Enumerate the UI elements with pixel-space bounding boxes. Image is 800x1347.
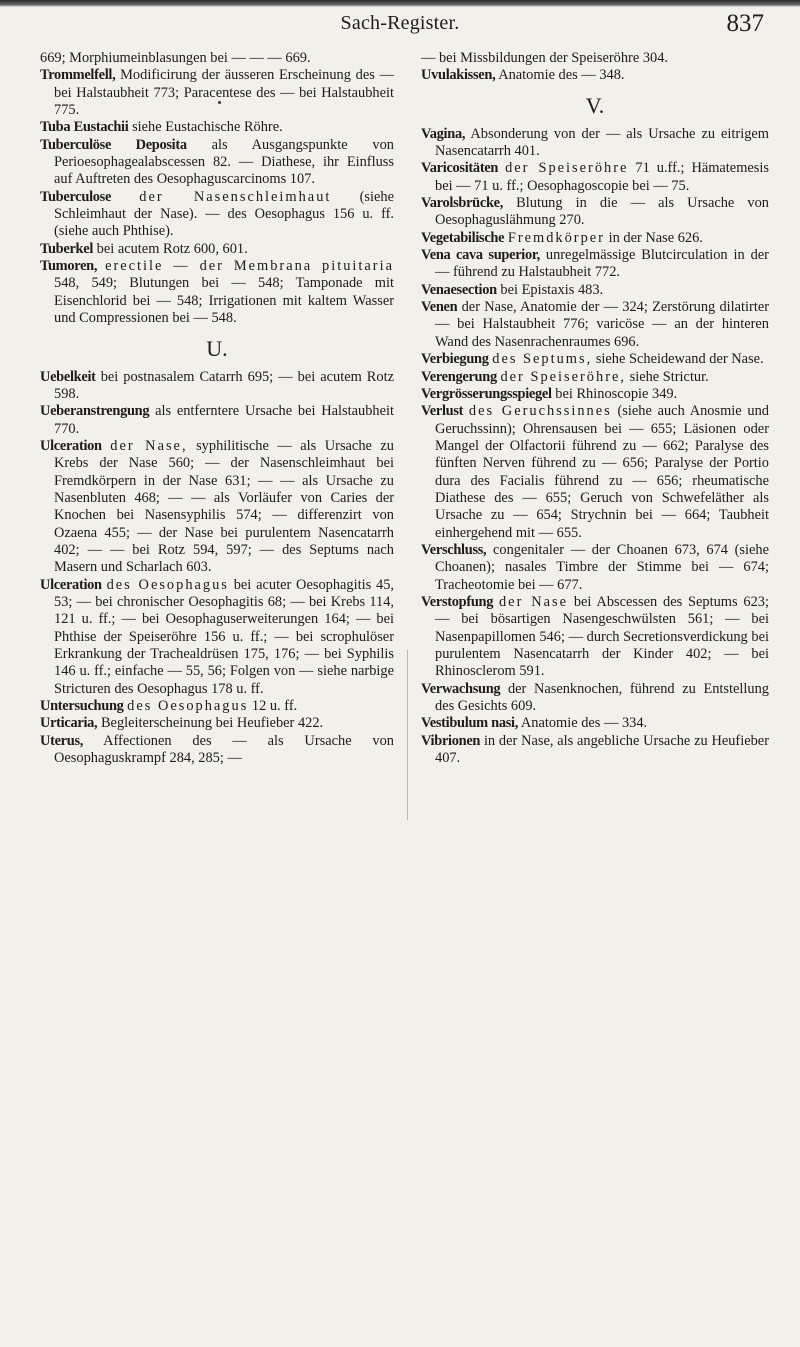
- entry-text: als entferntere Ursache bei Halstaubheit 770.: [54, 403, 394, 437]
- entry-headword: Verstopfung: [421, 593, 494, 610]
- entry-spaced-subhead: der Nase,: [110, 437, 188, 454]
- entry-headword: Verschluss,: [421, 541, 487, 558]
- page-number: 837: [726, 10, 764, 37]
- entry-text: Anatomie des — 348.: [498, 67, 625, 84]
- entry-text: unregelmässige Blutcirculation in der — führend zu Halstaubheit 772.: [435, 247, 769, 281]
- entry-headword: Vergrösserungsspiegel: [421, 385, 552, 402]
- entry-headword: Uvulakissen,: [421, 67, 496, 84]
- entry-headword: Verlust: [421, 403, 464, 420]
- entry-headword: Tumoren,: [40, 258, 98, 275]
- page-header: [0, 4, 800, 40]
- index-entry: [421, 247, 769, 282]
- index-entry: [40, 403, 394, 438]
- entry-text: (siehe auch Anosmie und Geruchssinn); Ohrensausen bei — 655; Läsionen oder Mangel der Olfactorii führend zu — 662; Paralyse des fünften Nerven führend zu — 656; Paralyse der Portio dura des Facialis führend zu — 656; rheumatische Diathese des — 655; Geruch von Schwefeläther als Ursache zu — 654; Strychnin bei — 664; Taubheit einhergehend mit — 655.: [435, 403, 769, 541]
- entry-headword: Uterus,: [40, 732, 84, 749]
- index-entry: [421, 594, 769, 681]
- entry-text: Modificirung der äusseren Erscheinung des — bei Halstaubheit 773; Paracentese des — bei Halstaubheit 775.: [54, 67, 394, 119]
- entry-spaced-subhead: des Septums,: [492, 351, 593, 368]
- entry-text: siehe Strictur.: [629, 368, 709, 385]
- entry-text: Anatomie des — 334.: [520, 715, 648, 732]
- index-entry: [421, 351, 769, 368]
- entry-spaced-subhead: der Speiseröhre: [505, 160, 629, 177]
- index-entry: [421, 386, 769, 403]
- entry-text: Blutung in die — als Ursache von Oesophaguslähmung 270.: [435, 195, 769, 229]
- entry-headword: Varicositäten: [421, 160, 499, 177]
- index-entry: [40, 438, 394, 577]
- entry-headword: Uebelkeit: [40, 368, 96, 385]
- index-entry: [421, 195, 769, 230]
- entry-text: congenitaler — der Choanen 673, 674 (siehe Choanen); nasales Timbre der Stimme bei — 674; Tracheotomie bei — 677.: [435, 541, 769, 593]
- entry-text: Begleiterscheinung bei Heufieber 422.: [100, 715, 324, 732]
- entry-text: syphilitische — als Ursache zu Krebs der Nase 560; — der Nasenschleimhaut bei Fremdkörpern in der Nase 631; — — als Ursache zu Nasenbluten 468; — — als Vorläufer von Caries der Knochen bei Nasensyphilis 574; — differenzirt von Ozaena 455; — der Nase bei purulentem Nasencatarrh 402; — — bei Rotz 594, 597; — des Septums nach Masern und Scharlach 603.: [54, 437, 394, 576]
- index-entry: [40, 715, 394, 732]
- entry-headword: Urticaria,: [40, 715, 98, 732]
- entry-headword: Venen: [421, 299, 458, 316]
- entry-headword: Tuberculose: [40, 188, 112, 205]
- entry-headword: Tuba Eustachii: [40, 119, 129, 136]
- entry-spaced-subhead: des Oesophagus: [127, 698, 249, 715]
- entry-headword: Ulceration: [40, 576, 102, 593]
- index-entry: [421, 126, 769, 161]
- entry-headword: Venaesection: [421, 281, 497, 298]
- entry-text: der Nasenknochen, führend zu Entstellung des Gesichts 609.: [435, 680, 769, 715]
- entry-headword: Untersuchung: [40, 698, 124, 715]
- index-entry: [421, 299, 769, 351]
- entry-text: 548, 549; Blutungen bei — 548; Tamponade mit Eisenchlorid bei — 548; Irrigationen mit kaltem Wasser und Compressionen bei — 548.: [54, 275, 394, 327]
- entry-text: 12 u. ff.: [251, 698, 298, 715]
- entry-text: bei Epistaxis 483.: [500, 281, 604, 298]
- entry-text: bei Abscessen des Septums 623; — bei bösartigen Nasengeschwülsten 561; — bei Nasenpapillomen 546; — durch Secretionsverdickung bei purulentem Nasencatarrh der Kinder 402; — bei Rhinosclerom 591.: [435, 593, 770, 680]
- index-entry: [40, 137, 394, 189]
- index-entry: [421, 50, 769, 67]
- entry-headword: Verengerung: [421, 368, 497, 385]
- entry-text: bei acuter Oesophagitis 45, 53; — bei chronischer Oesophagitis 68; — bei Krebs 114, 121 u. ff.; — bei Oesophaguserweiterungen 164; — bei Phthise der Speiseröhre 156 u. ff.; — bei scrophulöser Erkrankung der Trachealdrüsen 175, 176; — bei Syphilis 146 u. ff.; einfache — 55, 56; Folgen von — siehe narbige Stricturen des Oesophagus 178 u. ff.: [54, 576, 394, 697]
- index-entry: [421, 733, 769, 768]
- index-entry: [40, 698, 394, 715]
- section-letter: V.: [585, 92, 605, 118]
- index-entry: [40, 50, 394, 67]
- entry-text: siehe Eustachische Röhre.: [132, 119, 283, 136]
- entry-text: (siehe Schleimhaut der Nase). — des Oesophagus 156 u. ff. (siehe auch Phthise).: [54, 188, 394, 240]
- entry-headword: Tuberkel: [40, 240, 94, 257]
- entry-headword: Ueberanstrengung: [40, 403, 150, 420]
- entry-text: bei postnasalem Catarrh 695; — bei acutem Rotz 598.: [54, 368, 394, 402]
- index-entry: [421, 230, 769, 247]
- index-entry: [421, 403, 769, 542]
- entry-headword: Vegetabilische: [421, 229, 505, 246]
- entry-headword: Tuberculöse Deposita: [40, 136, 187, 153]
- entry-headword: Vena cava superior,: [421, 247, 540, 264]
- entry-spaced-subhead: der Nase: [498, 593, 568, 610]
- entry-spaced-subhead: der Nasenschleimhaut: [139, 188, 332, 205]
- index-entry: [40, 369, 394, 404]
- entry-spaced-subhead: des Oesophagus: [106, 576, 229, 593]
- entry-text: 669; Morphiumeinblasungen bei — — — 669.: [40, 50, 311, 66]
- entry-headword: Vibrionen: [421, 732, 481, 749]
- entry-headword: Vestibulum nasi,: [421, 715, 519, 732]
- index-entry: [40, 258, 394, 327]
- entry-text: bei Rhinoscopie 349.: [555, 385, 678, 402]
- entry-spaced-subhead: erectile — der Membrana pituitaria: [105, 258, 394, 275]
- entry-text: bei acutem Rotz 600, 601.: [96, 240, 248, 257]
- index-entry: [40, 577, 394, 698]
- entry-headword: Trommelfell,: [40, 67, 116, 84]
- index-entry: [421, 542, 769, 594]
- entry-spaced-subhead: Fremdkörper: [507, 229, 605, 246]
- index-entry: [40, 733, 394, 768]
- index-column-right: [421, 50, 769, 767]
- index-column-left: [40, 50, 394, 767]
- index-entry: [421, 160, 769, 195]
- entry-spaced-subhead: der Speiseröhre,: [500, 368, 626, 385]
- index-entry: [421, 715, 769, 732]
- entry-text: in der Nase 626.: [608, 229, 703, 246]
- index-entry: [40, 241, 394, 258]
- entry-text: 71 u.ff.; Hämatemesis bei — 71 u. ff.; Oesophagoscopie bei — 75.: [435, 160, 769, 194]
- entry-text: als Ausgangspunkte von Perioesophagealabscessen 82. — Diathese, ihr Einfluss auf Auftreten des Oesophaguscarcinoms 107.: [54, 136, 394, 188]
- running-title: Sach-Register.: [340, 12, 460, 34]
- index-entry: [421, 369, 769, 386]
- entry-headword: Verwachsung: [421, 680, 501, 697]
- entry-text: siehe Scheidewand der Nase.: [595, 351, 764, 368]
- entry-text: Absonderung von der — als Ursache zu eitrigem Nasencatarrh 401.: [435, 125, 769, 160]
- entry-headword: Varolsbrücke,: [421, 195, 504, 212]
- entry-headword: Ulceration: [40, 437, 102, 454]
- entry-spaced-subhead: des Geruchssinnes: [468, 403, 612, 420]
- entry-headword: Vagina,: [421, 125, 466, 142]
- index-entry: [421, 282, 769, 299]
- print-blemish: [218, 101, 221, 104]
- index-entry: [421, 67, 769, 84]
- section-letter: U.: [206, 335, 228, 361]
- index-entry: [40, 189, 394, 241]
- column-divider: [407, 650, 408, 820]
- index-entry: [421, 681, 769, 716]
- index-entry: [40, 119, 394, 136]
- entry-text: in der Nase, als angebliche Ursache zu Heufieber 407.: [435, 732, 769, 767]
- entry-text: — bei Missbildungen der Speiseröhre 304.: [421, 50, 669, 66]
- index-entry: [40, 67, 394, 119]
- entry-text: Affectionen des — als Ursache von Oesophaguskrampf 284, 285; —: [54, 732, 394, 767]
- entry-text: der Nase, Anatomie der — 324; Zerstörung dilatirter — bei Halstaubheit 776; varicöse — an der hinteren Wand des Nasenrachenraumes 696.: [435, 299, 769, 350]
- entry-headword: Verbiegung: [421, 351, 489, 368]
